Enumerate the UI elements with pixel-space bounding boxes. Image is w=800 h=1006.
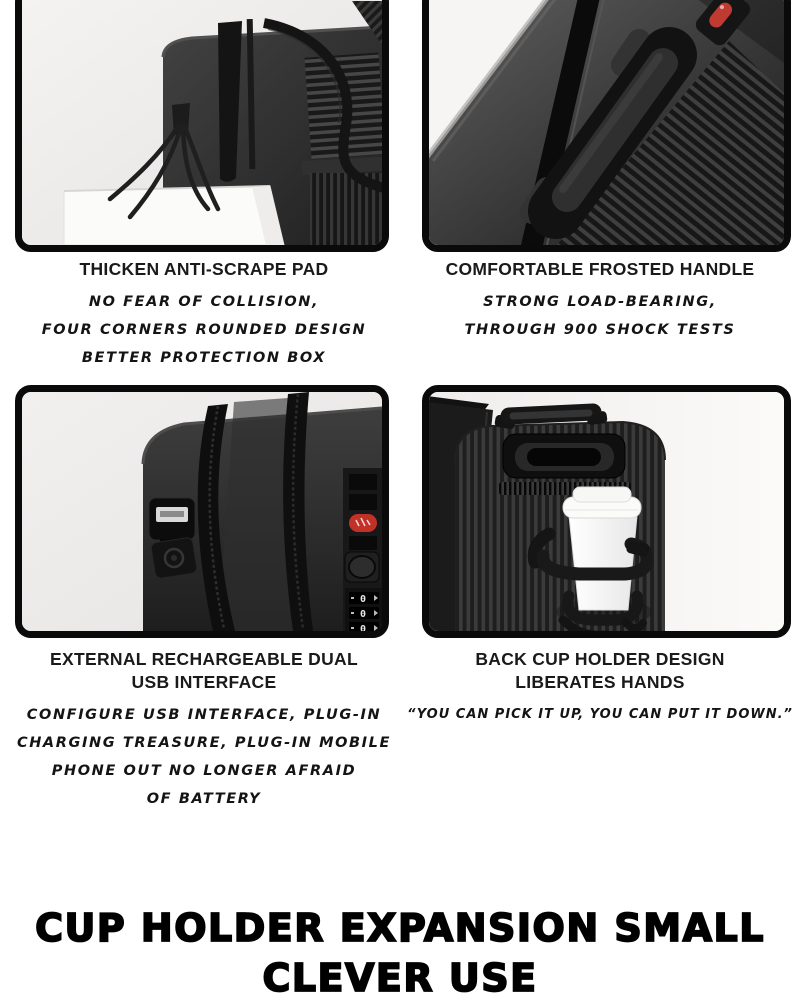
section-body-line: NO FEAR OF COLLISION, bbox=[88, 294, 320, 310]
section-heading: BACK CUP HOLDER DESIGN bbox=[475, 649, 725, 669]
svg-text:0: 0 bbox=[359, 609, 367, 620]
usb-rubber-flap bbox=[150, 537, 197, 579]
cup-holder-photo-illustration bbox=[429, 392, 784, 631]
section-body-line: PHONE OUT NO LONGER AFRAID bbox=[51, 763, 357, 779]
bottom-headline-line2: CLEVER USE bbox=[262, 956, 538, 1000]
bottom-headline bbox=[0, 903, 800, 1003]
lock-dials bbox=[349, 592, 379, 631]
anti-scrape-photo-illustration bbox=[22, 0, 382, 245]
section-body-line: OF BATTERY bbox=[146, 791, 262, 807]
section-body-line: FOUR CORNERS ROUNDED DESIGN bbox=[41, 322, 367, 338]
photo-usb-interface bbox=[15, 385, 389, 638]
caption-cup-holder bbox=[404, 648, 796, 729]
usb-photo-illustration bbox=[22, 392, 382, 631]
tsa-combination-lock bbox=[343, 468, 382, 631]
photo-cup-holder bbox=[422, 385, 791, 638]
section-body-line: “YOU CAN PICK IT UP, YOU CAN PUT IT DOWN.” bbox=[407, 707, 793, 722]
caption-usb-interface bbox=[8, 648, 400, 813]
bottom-headline-line1: CUP HOLDER EXPANSION SMALL bbox=[35, 906, 765, 950]
section-heading: THICKEN ANTI-SCRAPE PAD bbox=[79, 259, 329, 279]
handle-photo-illustration bbox=[429, 0, 784, 245]
usb-port bbox=[149, 498, 198, 579]
section-body-line: STRONG LOAD-BEARING, bbox=[483, 294, 717, 310]
caption-frosted-handle bbox=[404, 258, 796, 344]
trolley-handle-recess bbox=[499, 434, 631, 495]
section-body-line: CHARGING TREASURE, PLUG-IN MOBILE bbox=[16, 735, 392, 751]
section-heading: USB INTERFACE bbox=[131, 672, 277, 692]
photo-frosted-handle bbox=[422, 0, 791, 252]
section-heading: EXTERNAL RECHARGEABLE DUAL bbox=[50, 649, 358, 669]
svg-text:0: 0 bbox=[359, 624, 367, 631]
section-heading: COMFORTABLE FROSTED HANDLE bbox=[445, 259, 755, 279]
section-body-line: CONFIGURE USB INTERFACE, PLUG-IN bbox=[26, 707, 382, 723]
shopping-bag bbox=[64, 186, 284, 245]
photo-anti-scrape-pad bbox=[15, 0, 389, 252]
svg-text:0: 0 bbox=[359, 594, 367, 605]
section-heading: LIBERATES HANDS bbox=[515, 672, 685, 692]
section-body-line: THROUGH 900 SHOCK TESTS bbox=[464, 322, 736, 338]
caption-anti-scrape-pad bbox=[8, 258, 400, 372]
section-body-line: BETTER PROTECTION BOX bbox=[81, 350, 327, 366]
